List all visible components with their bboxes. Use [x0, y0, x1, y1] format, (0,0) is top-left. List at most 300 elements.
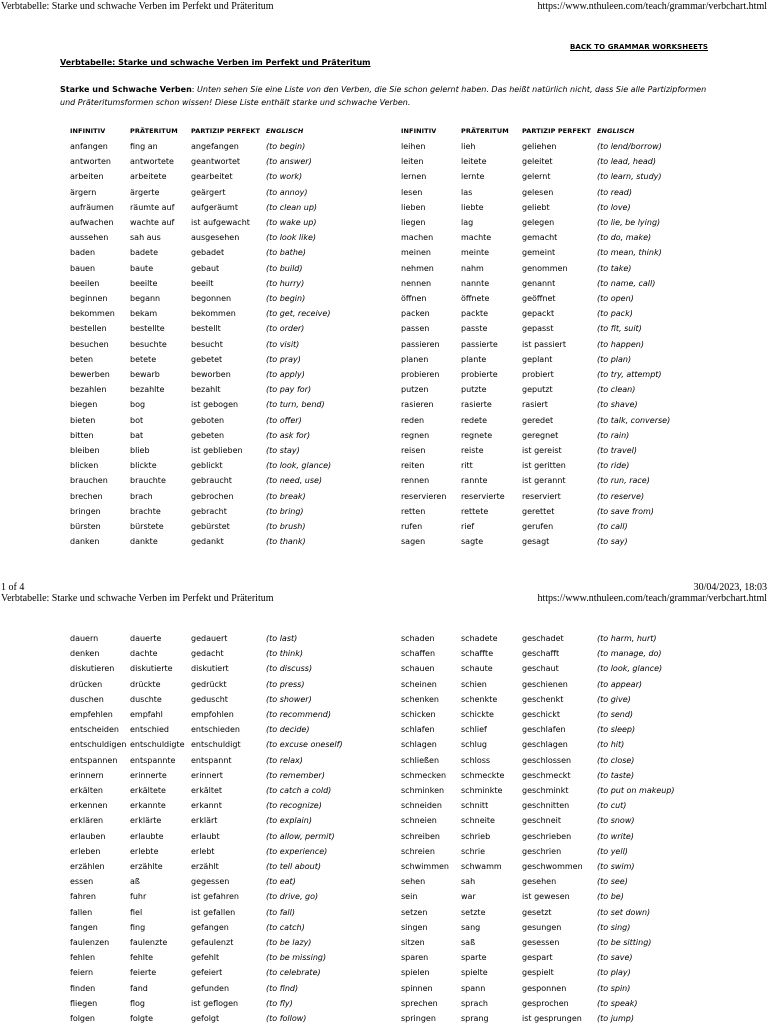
preterite-cell: lernte	[461, 172, 485, 182]
infinitive-cell: denken	[70, 649, 100, 659]
infinitive-cell: drücken	[70, 679, 103, 689]
english-cell: (to allow, permit)	[266, 831, 335, 841]
infinitive-cell: erzählen	[70, 862, 105, 871]
preterite-cell: begann	[130, 294, 161, 303]
english-cell: (to wake up)	[266, 218, 317, 227]
preterite-cell: erzählte	[130, 862, 163, 871]
infinitive-cell: erklären	[70, 816, 104, 826]
print-header-title: Verbtabelle: Starke und schwache Verben im Perfekt und Präteritum	[1, 1, 274, 12]
preterite-cell: schminkte	[461, 786, 503, 795]
infinitive-cell: springen	[401, 1014, 436, 1023]
intro-colon: :	[191, 85, 198, 94]
past-participle-cell: geputzt	[522, 385, 553, 395]
preterite-cell: las	[461, 187, 473, 197]
preterite-cell: fing	[130, 922, 146, 932]
english-cell: (to excuse oneself)	[266, 740, 343, 750]
english-cell: (to find)	[266, 983, 299, 993]
english-cell: (to hit)	[597, 740, 625, 750]
past-participle-cell: geschrieben	[522, 831, 572, 841]
past-participle-cell: gefaulenzt	[191, 938, 234, 947]
past-participle-cell: ist gereist	[522, 446, 562, 455]
infinitive-cell: baden	[70, 248, 96, 258]
past-participle-cell: erlaubt	[191, 831, 220, 841]
english-cell: (to be lazy)	[266, 938, 312, 947]
preterite-cell: brach	[130, 491, 153, 501]
infinitive-cell: spielen	[401, 968, 430, 978]
preterite-cell: lag	[461, 218, 474, 227]
english-cell: (to look, glance)	[597, 664, 663, 674]
past-participle-cell: geschneit	[522, 816, 561, 826]
english-cell: (to save from)	[597, 506, 654, 516]
english-cell: (to experience)	[266, 846, 328, 856]
past-participle-cell: erkältet	[191, 786, 223, 795]
infinitive-cell: schaden	[401, 634, 435, 643]
preterite-cell: entspannte	[130, 755, 176, 765]
english-cell: (to annoy)	[266, 187, 308, 197]
preterite-cell: schrieb	[461, 831, 491, 841]
preterite-cell: nannte	[461, 278, 490, 288]
infinitive-cell: liegen	[401, 218, 426, 227]
column-header: INFINITIV	[401, 127, 437, 135]
preterite-cell: sah	[461, 877, 476, 887]
english-cell: (to relax)	[266, 755, 303, 765]
past-participle-cell: gelernt	[522, 172, 551, 182]
infinitive-cell: leiten	[401, 157, 424, 167]
past-participle-cell: ist geblieben	[191, 446, 243, 455]
past-participle-cell: ausgesehen	[191, 233, 240, 243]
past-participle-cell: geplant	[522, 354, 553, 364]
past-participle-cell: entschieden	[191, 725, 240, 735]
past-participle-cell: gerufen	[522, 522, 554, 531]
english-cell: (to drive, go)	[266, 892, 319, 902]
english-cell: (to open)	[597, 294, 634, 303]
english-cell: (to think)	[266, 649, 303, 659]
preterite-cell: blieb	[130, 446, 150, 455]
infinitive-cell: sagen	[401, 537, 426, 547]
preterite-cell: betete	[130, 354, 157, 364]
preterite-cell: baute	[130, 263, 154, 273]
english-cell: (to put on makeup)	[597, 786, 675, 795]
past-participle-cell: geregnet	[522, 430, 559, 440]
preterite-cell: räumte auf	[130, 202, 175, 212]
preterite-cell: duschte	[130, 694, 162, 704]
infinitive-cell: schneiden	[401, 801, 442, 811]
past-participle-cell: ist geritten	[522, 461, 566, 471]
past-participle-cell: geantwortet	[191, 157, 241, 167]
english-cell: (to jump)	[597, 1014, 634, 1023]
english-cell: (to lie, be lying)	[597, 218, 661, 227]
past-participle-cell: gedauert	[191, 634, 228, 643]
past-participle-cell: bekommen	[191, 309, 236, 319]
past-participle-cell: begonnen	[191, 294, 232, 303]
infinitive-cell: bringen	[70, 506, 101, 516]
infinitive-cell: entscheiden	[70, 725, 119, 735]
preterite-cell: schnitt	[461, 801, 489, 811]
past-participle-cell: erlebt	[191, 846, 215, 856]
past-participle-cell: gebetet	[191, 354, 223, 364]
past-participle-cell: ist gewesen	[522, 892, 570, 902]
english-cell: (to clean)	[597, 385, 636, 395]
past-participle-cell: geleitet	[522, 157, 553, 167]
past-participle-cell: erzählt	[191, 862, 219, 871]
infinitive-cell: fahren	[70, 892, 96, 902]
infinitive-cell: rufen	[401, 522, 423, 531]
infinitive-cell: brauchen	[70, 476, 108, 486]
infinitive-cell: beten	[70, 354, 94, 364]
infinitive-cell: fangen	[70, 922, 98, 932]
preterite-cell: spann	[461, 983, 486, 993]
infinitive-cell: bitten	[70, 430, 94, 440]
english-cell: (to shave)	[597, 400, 638, 410]
preterite-cell: schmeckte	[461, 770, 505, 780]
past-participle-cell: gebadet	[191, 248, 225, 258]
preterite-cell: rannte	[461, 476, 488, 486]
english-cell: (to be sitting)	[597, 938, 652, 947]
past-participle-cell: probiert	[522, 370, 554, 379]
infinitive-cell: erinnern	[70, 770, 104, 780]
preterite-cell: schlug	[461, 740, 488, 750]
preterite-cell: drückte	[130, 679, 161, 689]
infinitive-cell: reisen	[401, 446, 426, 455]
infinitive-cell: passen	[401, 324, 430, 334]
past-participle-cell: gespielt	[522, 968, 554, 978]
english-cell: (to see)	[597, 877, 628, 887]
past-participle-cell: gebrochen	[191, 491, 234, 501]
english-cell: (to run, race)	[597, 476, 650, 486]
english-cell: (to sleep)	[597, 725, 636, 735]
past-participle-cell: gelesen	[522, 187, 554, 197]
past-participle-cell: geschwommen	[522, 862, 583, 871]
english-cell: (to say)	[597, 537, 628, 547]
print-header-page1	[0, 0, 768, 14]
infinitive-cell: schlagen	[401, 740, 437, 750]
english-cell: (to happen)	[597, 339, 644, 349]
infinitive-cell: regnen	[401, 430, 430, 440]
english-cell: (to bathe)	[266, 248, 306, 258]
english-cell: (to recognize)	[266, 801, 322, 811]
preterite-cell: regnete	[461, 430, 493, 440]
preterite-cell: reiste	[461, 446, 484, 455]
past-participle-cell: ist gefallen	[191, 907, 236, 917]
english-cell: (to catch)	[266, 922, 305, 932]
english-cell: (to travel)	[597, 446, 638, 455]
past-participle-cell: geboten	[191, 415, 225, 425]
infinitive-cell: sparen	[401, 953, 429, 963]
preterite-cell: fand	[130, 983, 148, 993]
english-cell: (to thank)	[266, 537, 306, 547]
preterite-cell: leitete	[461, 157, 487, 167]
preterite-cell: erlaubte	[130, 831, 164, 841]
past-participle-cell: geschafft	[522, 649, 560, 659]
infinitive-cell: anfangen	[70, 142, 108, 151]
infinitive-cell: antworten	[70, 157, 111, 167]
english-cell: (to explain)	[266, 816, 312, 826]
infinitive-cell: machen	[401, 233, 434, 243]
past-participle-cell: gerettet	[522, 506, 555, 516]
column-header: PARTIZIP PERFEKT	[191, 127, 261, 135]
infinitive-cell: beeilen	[70, 278, 100, 288]
past-participle-cell: geduscht	[191, 694, 228, 704]
infinitive-cell: bekommen	[70, 309, 115, 319]
preterite-cell: meinte	[461, 248, 490, 258]
past-participle-cell: gebeten	[191, 430, 225, 440]
back-to-worksheets-link[interactable]: BACK TO GRAMMAR WORKSHEETS	[569, 43, 708, 51]
english-cell: (to do, make)	[597, 233, 652, 243]
preterite-cell: schloss	[461, 755, 491, 765]
english-cell: (to taste)	[597, 770, 635, 780]
english-cell: (to fly)	[266, 998, 293, 1008]
preterite-cell: war	[461, 892, 476, 902]
english-cell: (to discuss)	[266, 664, 313, 674]
preterite-cell: redete	[461, 415, 488, 425]
preterite-cell: dachte	[130, 649, 158, 659]
preterite-cell: diskutierte	[130, 664, 173, 674]
english-cell: (to call)	[597, 522, 628, 531]
infinitive-cell: rennen	[401, 476, 430, 486]
preterite-cell: dankte	[130, 537, 158, 547]
preterite-cell: arbeitete	[130, 172, 167, 182]
preterite-cell: schien	[461, 679, 487, 689]
infinitive-cell: sprechen	[401, 998, 438, 1008]
past-participle-cell: geschlagen	[522, 740, 568, 750]
past-participle-cell: aufgeräumt	[191, 202, 238, 212]
preterite-cell: schrie	[461, 846, 486, 856]
infinitive-cell: lernen	[401, 172, 427, 182]
english-cell: (to build)	[266, 263, 303, 273]
preterite-cell: antwortete	[130, 157, 174, 167]
infinitive-cell: spinnen	[401, 983, 433, 993]
past-participle-cell: gefeiert	[191, 968, 223, 978]
english-cell: (to speak)	[597, 998, 638, 1008]
infinitive-cell: lesen	[401, 187, 423, 197]
preterite-cell: passierte	[461, 339, 498, 349]
column-header: INFINITIV	[70, 127, 106, 135]
infinitive-cell: planen	[401, 354, 429, 364]
infinitive-cell: singen	[401, 922, 428, 932]
english-cell: (to decide)	[266, 725, 310, 735]
past-participle-cell: bezahlt	[191, 385, 221, 395]
english-cell: (to talk, converse)	[597, 415, 671, 425]
english-cell: (to take)	[597, 263, 632, 273]
past-participle-cell: empfohlen	[191, 710, 234, 719]
preterite-cell: spielte	[461, 968, 488, 978]
past-participle-cell: ist aufgewacht	[191, 218, 250, 227]
preterite-cell: plante	[461, 354, 487, 364]
english-cell: (to be)	[597, 892, 624, 902]
english-cell: (to love)	[597, 202, 631, 212]
intro-paragraph	[60, 83, 710, 109]
infinitive-cell: schwimmen	[401, 862, 449, 871]
past-participle-cell: gebracht	[191, 506, 227, 516]
preterite-cell: schlief	[461, 725, 487, 735]
past-participle-cell: geöffnet	[522, 294, 556, 303]
print-datetime: 30/04/2023, 18:03	[693, 582, 767, 593]
english-cell: (to fit, suit)	[597, 324, 642, 334]
past-participle-cell: ist gebogen	[191, 400, 239, 410]
english-cell: (to send)	[597, 710, 634, 719]
english-cell: (to be missing)	[266, 953, 327, 963]
infinitive-cell: probieren	[401, 370, 440, 379]
past-participle-cell: gesponnen	[522, 983, 567, 993]
english-cell: (to set down)	[597, 907, 651, 917]
infinitive-cell: sehen	[401, 877, 426, 887]
english-cell: (to stay)	[266, 446, 300, 455]
preterite-cell: erkältete	[130, 786, 166, 795]
preterite-cell: probierte	[461, 370, 498, 379]
preterite-cell: dauerte	[130, 634, 162, 643]
infinitive-cell: lieben	[401, 202, 426, 212]
english-cell: (to appear)	[597, 679, 642, 689]
preterite-cell: erlebte	[130, 846, 159, 856]
preterite-cell: machte	[461, 233, 492, 243]
past-participle-cell: gebraucht	[191, 476, 232, 486]
infinitive-cell: sein	[401, 892, 418, 902]
column-header: PRÄTERITUM	[461, 127, 509, 135]
preterite-cell: fing an	[130, 142, 158, 151]
past-participle-cell: gesetzt	[522, 907, 552, 917]
infinitive-cell: schmecken	[401, 770, 447, 780]
english-cell: (to pack)	[597, 309, 633, 319]
past-participle-cell: gepasst	[522, 324, 554, 334]
preterite-cell: entschuldigte	[130, 740, 185, 750]
past-participle-cell: reserviert	[522, 491, 561, 501]
infinitive-cell: erlauben	[70, 831, 106, 841]
preterite-cell: feierte	[130, 968, 157, 978]
infinitive-cell: folgen	[70, 1014, 96, 1023]
infinitive-cell: bauen	[70, 263, 96, 273]
infinitive-cell: schreien	[401, 846, 435, 856]
past-participle-cell: gefolgt	[191, 1014, 220, 1023]
infinitive-cell: nennen	[401, 278, 432, 288]
preterite-cell: packte	[461, 309, 489, 319]
infinitive-cell: leihen	[401, 142, 426, 151]
infinitive-cell: erleben	[70, 846, 101, 856]
infinitive-cell: setzen	[401, 907, 428, 917]
infinitive-cell: aufräumen	[70, 202, 114, 212]
preterite-cell: reservierte	[461, 491, 505, 501]
english-cell: (to eat)	[266, 877, 296, 887]
preterite-cell: aß	[130, 877, 140, 887]
english-cell: (to ask for)	[266, 430, 311, 440]
english-cell: (to spin)	[597, 983, 631, 993]
infinitive-cell: packen	[401, 309, 430, 319]
past-participle-cell: gedankt	[191, 537, 224, 547]
infinitive-cell: schließen	[401, 755, 440, 765]
infinitive-cell: blicken	[70, 461, 99, 471]
past-participle-cell: gesungen	[522, 922, 562, 932]
past-participle-cell: bestellt	[191, 324, 221, 334]
english-cell: (to last)	[266, 634, 298, 643]
infinitive-cell: besuchen	[70, 339, 109, 349]
preterite-cell: erklärte	[130, 816, 162, 826]
infinitive-cell: fehlen	[70, 953, 96, 963]
infinitive-cell: fliegen	[70, 998, 98, 1008]
past-participle-cell: geschadet	[522, 634, 564, 643]
english-cell: (to remember)	[266, 770, 325, 780]
english-cell: (to recommend)	[266, 710, 331, 719]
past-participle-cell: besucht	[191, 339, 223, 349]
english-cell: (to offer)	[266, 415, 302, 425]
english-cell: (to close)	[597, 755, 635, 765]
infinitive-cell: schenken	[401, 694, 439, 704]
english-cell: (to lead, head)	[597, 157, 656, 167]
english-cell: (to pray)	[266, 354, 301, 364]
english-cell: (to try, attempt)	[597, 370, 662, 379]
past-participle-cell: gelegen	[522, 218, 555, 227]
column-header: PARTIZIP PERFEKT	[522, 127, 592, 135]
past-participle-cell: geschenkt	[522, 694, 564, 704]
past-participle-cell: genommen	[522, 263, 568, 273]
print-header-title: Verbtabelle: Starke und schwache Verben im Perfekt und Präteritum	[1, 593, 274, 604]
english-cell: (to look, glance)	[266, 461, 332, 471]
past-participle-cell: erkannt	[191, 801, 222, 811]
infinitive-cell: beginnen	[70, 294, 108, 303]
english-cell: (to follow)	[266, 1014, 307, 1023]
english-cell: (to brush)	[266, 522, 306, 531]
infinitive-cell: passieren	[401, 339, 440, 349]
english-cell: (to reserve)	[597, 491, 645, 501]
english-cell: (to mean, think)	[597, 248, 662, 258]
past-participle-cell: gedrückt	[191, 679, 227, 689]
preterite-cell: schaffte	[461, 649, 494, 659]
past-participle-cell: geschnitten	[522, 801, 570, 811]
english-cell: (to celebrate)	[266, 968, 321, 978]
infinitive-cell: nehmen	[401, 263, 434, 273]
preterite-cell: liebte	[461, 202, 484, 212]
preterite-cell: badete	[130, 248, 159, 258]
past-participle-cell: gefunden	[191, 983, 230, 993]
infinitive-cell: bestellen	[70, 324, 107, 334]
preterite-cell: nahm	[461, 263, 484, 273]
preterite-cell: bewarb	[130, 370, 160, 379]
infinitive-cell: faulenzen	[70, 938, 110, 947]
infinitive-cell: reden	[401, 415, 425, 425]
preterite-cell: sprach	[461, 998, 488, 1008]
english-cell: (to write)	[597, 831, 634, 841]
infinitive-cell: bleiben	[70, 446, 100, 455]
preterite-cell: schneite	[461, 816, 495, 826]
past-participle-cell: gesprochen	[522, 998, 569, 1008]
preterite-cell: lieh	[461, 142, 476, 151]
preterite-cell: passte	[461, 324, 488, 334]
preterite-cell: bot	[130, 415, 144, 425]
preterite-cell: schenkte	[461, 694, 498, 704]
preterite-cell: beeilte	[130, 278, 158, 288]
past-participle-cell: geschmeckt	[522, 770, 571, 780]
infinitive-cell: entschuldigen	[70, 740, 127, 750]
english-cell: (to visit)	[266, 339, 300, 349]
infinitive-cell: entspannen	[70, 755, 118, 765]
preterite-cell: wachte auf	[130, 218, 175, 227]
preterite-cell: sah aus	[130, 233, 161, 243]
english-cell: (to tell about)	[266, 862, 321, 871]
preterite-cell: fehlte	[130, 953, 154, 963]
past-participle-cell: geschlossen	[522, 755, 572, 765]
infinitive-cell: erkennen	[70, 801, 108, 811]
past-participle-cell: rasiert	[522, 400, 548, 410]
column-header: PRÄTERITUM	[130, 127, 178, 135]
preterite-cell: blickte	[130, 461, 157, 471]
page-title: Verbtabelle: Starke und schwache Verben im Perfekt und Präteritum	[60, 58, 371, 67]
infinitive-cell: retten	[401, 506, 426, 516]
past-participle-cell: geschlafen	[522, 725, 566, 735]
infinitive-cell: sitzen	[401, 938, 425, 947]
past-participle-cell: gefehlt	[191, 953, 220, 963]
english-cell: (to answer)	[266, 157, 312, 167]
preterite-cell: brachte	[130, 506, 161, 516]
past-participle-cell: gearbeitet	[191, 172, 233, 182]
preterite-cell: entschied	[130, 725, 169, 735]
